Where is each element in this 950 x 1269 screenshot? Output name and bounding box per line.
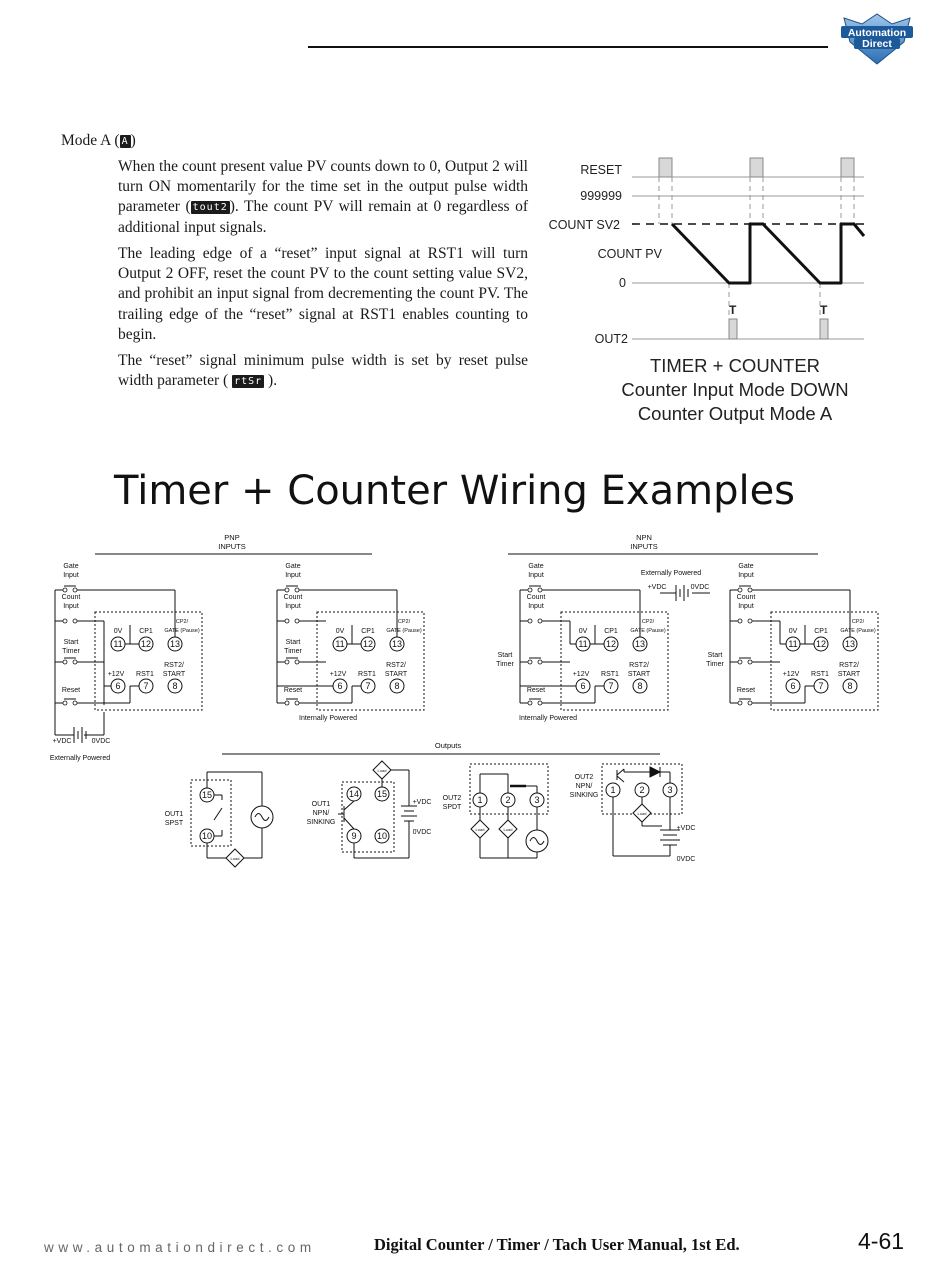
footer-url: www.automationdirect.com xyxy=(44,1240,316,1255)
svg-text:RST2/: RST2/ xyxy=(629,662,649,669)
svg-text:Internally Powered: Internally Powered xyxy=(299,715,357,722)
svg-text:Externally Powered: Externally Powered xyxy=(49,755,111,762)
svg-text:OUT2: OUT2 xyxy=(574,774,594,781)
svg-text:CP2/: CP2/ xyxy=(175,619,189,625)
svg-text:+VDC: +VDC xyxy=(52,738,72,745)
label-max: 999999 xyxy=(580,189,622,203)
svg-text:10: 10 xyxy=(201,831,213,841)
svg-text:15: 15 xyxy=(376,789,388,799)
svg-text:GATE (Pause): GATE (Pause) xyxy=(630,628,666,634)
svg-text:2: 2 xyxy=(505,795,511,805)
svg-text:14: 14 xyxy=(348,789,360,799)
svg-text:Count: Count xyxy=(526,594,546,601)
svg-text:8: 8 xyxy=(172,681,178,691)
svg-text:SPDT: SPDT xyxy=(442,804,462,811)
svg-text:13: 13 xyxy=(634,639,646,649)
mode-label: Mode A ( A ) xyxy=(61,132,136,149)
svg-text:Load: Load xyxy=(637,811,647,816)
label-pv: COUNT PV xyxy=(597,247,662,261)
mode-symbol: A xyxy=(121,136,129,147)
svg-text:11: 11 xyxy=(335,639,345,649)
wiring-pnp-external xyxy=(50,563,202,762)
svg-text:Internally Powered: Internally Powered xyxy=(519,715,577,722)
svg-text:+VDC: +VDC xyxy=(676,825,696,832)
svg-text:Start: Start xyxy=(707,652,723,659)
output-out2-npn xyxy=(570,764,696,863)
paragraph-reset: The leading edge of a “reset” input signal at RST1 will turn Output 2 OFF, reset the count PV to the count setting value SV2, and prohibit an input signal from decrementing the count PV. The trailing edge of the “reset” signal at RST1 enables counting to begin. xyxy=(118,245,528,343)
svg-text:6: 6 xyxy=(790,681,796,691)
svg-text:6: 6 xyxy=(337,681,343,691)
svg-text:11: 11 xyxy=(788,639,798,649)
t-label-2: T xyxy=(820,303,828,317)
svg-text:RST2/: RST2/ xyxy=(386,662,406,669)
svg-text:CP2/: CP2/ xyxy=(641,619,655,625)
svg-text:OUT1: OUT1 xyxy=(164,811,184,818)
svg-text:GATE (Pause): GATE (Pause) xyxy=(386,628,422,634)
svg-text:11: 11 xyxy=(578,639,588,649)
paragraph-output-pulse: When the count present value PV counts down to 0, Output 2 will turn ON momentarily for the time set in the output pulse width parameter ( tout2 ). The count PV will remain at 0 regardless of additional input signals. xyxy=(118,158,528,236)
svg-text:CP1: CP1 xyxy=(139,628,153,635)
svg-text:Load: Load xyxy=(503,827,513,832)
svg-text:Gate: Gate xyxy=(285,563,301,570)
svg-text:Gate: Gate xyxy=(528,563,544,570)
svg-text:Input: Input xyxy=(738,603,754,610)
svg-text:Direct: Direct xyxy=(862,38,892,50)
svg-text:0VDC: 0VDC xyxy=(412,829,432,836)
svg-text:+12V: +12V xyxy=(329,671,347,678)
svg-text:Outputs: Outputs xyxy=(434,741,462,750)
t-label-1: T xyxy=(729,303,737,317)
svg-text:NPN/: NPN/ xyxy=(312,810,330,817)
svg-text:Start: Start xyxy=(497,652,513,659)
output-out2-spdt xyxy=(443,764,548,858)
label-out2: OUT2 xyxy=(594,332,628,346)
count-pv-trace xyxy=(672,224,864,283)
svg-text:7: 7 xyxy=(365,681,371,691)
svg-text:START: START xyxy=(384,671,408,678)
label-reset: RESET xyxy=(580,163,622,177)
svg-text:2: 2 xyxy=(639,785,645,795)
svg-text:Externally Powered: Externally Powered xyxy=(640,570,702,577)
svg-text:Load: Load xyxy=(377,768,387,773)
svg-text:INPUTS: INPUTS xyxy=(630,542,658,551)
svg-text:0VDC: 0VDC xyxy=(676,856,696,863)
svg-text:8: 8 xyxy=(394,681,400,691)
timing-caption-2: Counter Input Mode DOWN xyxy=(621,379,849,400)
svg-text:Count: Count xyxy=(736,594,756,601)
svg-text:CP1: CP1 xyxy=(814,628,828,635)
svg-text:Count: Count xyxy=(61,594,81,601)
svg-text:+12V: +12V xyxy=(572,671,590,678)
svg-text:OUT2: OUT2 xyxy=(442,795,462,802)
svg-text:Reset: Reset xyxy=(61,687,81,694)
svg-text:RST1: RST1 xyxy=(358,671,376,678)
label-sv2: COUNT SV2 xyxy=(548,218,620,232)
svg-text:SPST: SPST xyxy=(164,820,184,827)
wiring-pnp-internal xyxy=(277,563,424,722)
timing-diagram xyxy=(540,148,880,350)
svg-text:CP1: CP1 xyxy=(361,628,375,635)
svg-text:Input: Input xyxy=(63,572,79,579)
svg-text:11: 11 xyxy=(113,639,123,649)
svg-text:NPN/: NPN/ xyxy=(575,783,593,790)
svg-text:RST2/: RST2/ xyxy=(839,662,859,669)
svg-text:START: START xyxy=(837,671,861,678)
svg-text:0VDC: 0VDC xyxy=(690,584,710,591)
svg-text:RST1: RST1 xyxy=(601,671,619,678)
svg-text:3: 3 xyxy=(534,795,540,805)
svg-text:6: 6 xyxy=(580,681,586,691)
svg-text:Reset: Reset xyxy=(283,687,303,694)
svg-text:Timer: Timer xyxy=(284,648,302,655)
svg-text:3: 3 xyxy=(667,785,673,795)
svg-text:15: 15 xyxy=(201,790,213,800)
svg-text:NPN: NPN xyxy=(636,533,652,542)
svg-text:SINKING: SINKING xyxy=(306,819,336,826)
svg-text:+VDC: +VDC xyxy=(412,799,432,806)
svg-text:Input: Input xyxy=(738,572,754,579)
svg-text:Timer: Timer xyxy=(496,661,514,668)
svg-text:RST1: RST1 xyxy=(136,671,154,678)
tout2-code: tout2 xyxy=(192,202,228,214)
svg-text:0V: 0V xyxy=(788,628,798,635)
label-zero: 0 xyxy=(619,276,626,290)
page-number: 4-61 xyxy=(858,1228,905,1254)
svg-text:0V: 0V xyxy=(578,628,588,635)
svg-text:INPUTS: INPUTS xyxy=(218,542,246,551)
header-rule xyxy=(308,46,828,48)
svg-text:0VDC: 0VDC xyxy=(91,738,111,745)
svg-text:SINKING: SINKING xyxy=(569,792,599,799)
svg-text:Input: Input xyxy=(63,603,79,610)
timing-caption-3: Counter Output Mode A xyxy=(637,403,833,424)
svg-text:0V: 0V xyxy=(113,628,123,635)
svg-text:13: 13 xyxy=(169,639,181,649)
svg-text:START: START xyxy=(627,671,651,678)
svg-text:RST2/: RST2/ xyxy=(164,662,184,669)
svg-text:Load: Load xyxy=(475,827,485,832)
svg-text:12: 12 xyxy=(605,639,617,649)
wiring-npn-internal xyxy=(496,563,710,722)
svg-text:Reset: Reset xyxy=(526,687,546,694)
svg-text:Timer: Timer xyxy=(706,661,724,668)
svg-text:Gate: Gate xyxy=(63,563,79,570)
svg-text:9: 9 xyxy=(351,831,357,841)
svg-text:Start: Start xyxy=(285,639,301,646)
svg-text:13: 13 xyxy=(391,639,403,649)
svg-text:Input: Input xyxy=(285,603,301,610)
svg-text:RST1: RST1 xyxy=(811,671,829,678)
output-out1-npn xyxy=(307,761,432,858)
footer-title: Digital Counter / Timer / Tach User Manual, 1st Ed. xyxy=(374,1235,740,1254)
svg-text:10: 10 xyxy=(376,831,388,841)
svg-text:+12V: +12V xyxy=(107,671,125,678)
svg-text:1: 1 xyxy=(477,795,483,805)
svg-text:Load: Load xyxy=(230,856,240,861)
wiring-npn-external xyxy=(706,563,878,710)
svg-text:6: 6 xyxy=(115,681,121,691)
svg-text:12: 12 xyxy=(815,639,827,649)
svg-text:7: 7 xyxy=(143,681,149,691)
svg-text:12: 12 xyxy=(140,639,152,649)
svg-text:1: 1 xyxy=(610,785,616,795)
svg-text:CP2/: CP2/ xyxy=(397,619,411,625)
svg-text:GATE (Pause): GATE (Pause) xyxy=(840,628,876,634)
svg-text:Gate: Gate xyxy=(738,563,754,570)
svg-text:7: 7 xyxy=(818,681,824,691)
timing-caption-1: TIMER + COUNTER xyxy=(649,355,821,376)
svg-text:13: 13 xyxy=(844,639,856,649)
svg-text:Automation: Automation xyxy=(847,27,907,39)
section-title: Timer + Counter Wiring Examples xyxy=(114,468,796,514)
svg-text:12: 12 xyxy=(362,639,374,649)
svg-text:PNP: PNP xyxy=(224,533,240,542)
svg-text:8: 8 xyxy=(637,681,643,691)
svg-text:Timer: Timer xyxy=(62,648,80,655)
svg-text:Start: Start xyxy=(63,639,79,646)
svg-text:Input: Input xyxy=(285,572,301,579)
svg-text:8: 8 xyxy=(847,681,853,691)
svg-text:+VDC: +VDC xyxy=(647,584,667,591)
rtsr-code: rtSr xyxy=(234,376,263,388)
svg-text:+12V: +12V xyxy=(782,671,800,678)
svg-text:Input: Input xyxy=(528,603,544,610)
automationdirect-logo xyxy=(840,12,914,66)
svg-text:0V: 0V xyxy=(335,628,345,635)
svg-text:CP1: CP1 xyxy=(604,628,618,635)
wiring-diagrams xyxy=(40,530,920,870)
svg-text:GATE (Pause): GATE (Pause) xyxy=(164,628,200,634)
svg-text:START: START xyxy=(162,671,186,678)
svg-text:Reset: Reset xyxy=(736,687,756,694)
svg-text:CP2/: CP2/ xyxy=(851,619,865,625)
svg-text:7: 7 xyxy=(608,681,614,691)
svg-text:OUT1: OUT1 xyxy=(311,801,331,808)
paragraph-reset-width: The “reset” signal minimum pulse width is set by reset pulse width parameter ( rtSr ). xyxy=(118,352,528,390)
svg-text:Input: Input xyxy=(528,572,544,579)
output-out1-spst xyxy=(165,772,273,867)
svg-text:Count: Count xyxy=(283,594,303,601)
